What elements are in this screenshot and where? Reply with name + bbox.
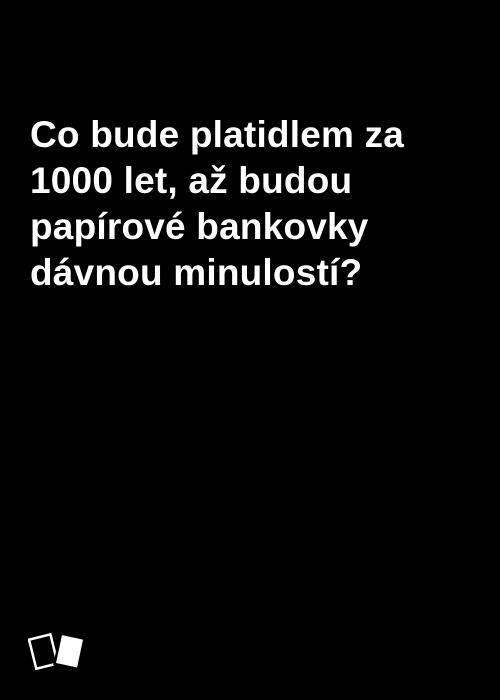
- stacked-cards-icon: [28, 628, 90, 676]
- question-text: Co bude platidlem za 1000 let, až budou papírové bankovky dávnou minulostí?: [30, 114, 405, 293]
